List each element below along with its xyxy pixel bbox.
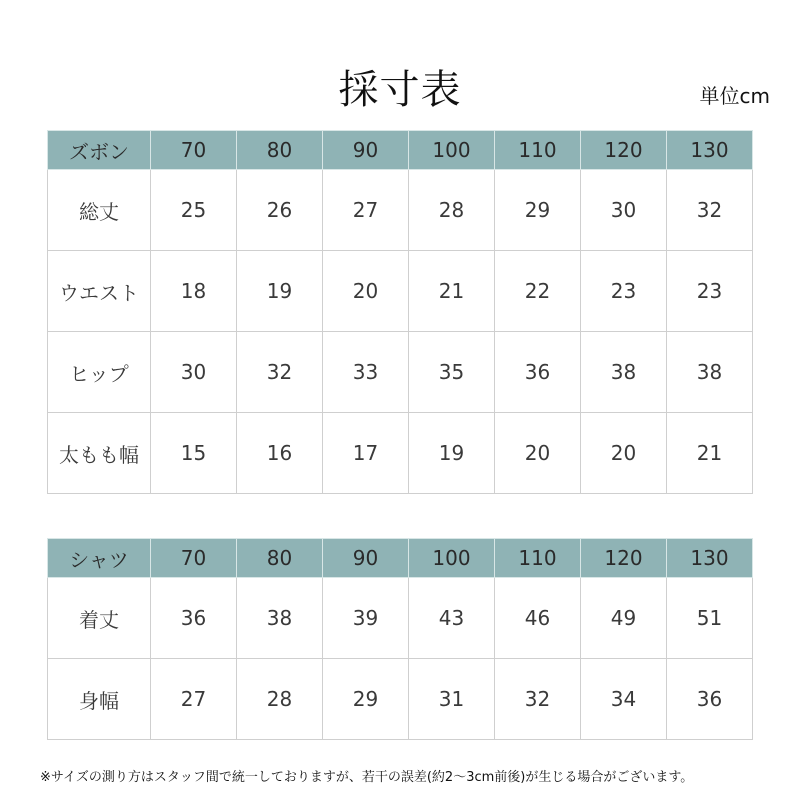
value-cell: 22 xyxy=(495,251,581,332)
header-label-cell: ズボン xyxy=(48,131,151,170)
value-cell: 21 xyxy=(667,413,753,494)
value-cell: 36 xyxy=(667,659,753,740)
unit-label: 単位cm xyxy=(699,84,770,108)
value-cell: 36 xyxy=(495,332,581,413)
size-header-cell: 110 xyxy=(495,539,581,578)
table-row xyxy=(48,578,753,659)
value-cell: 15 xyxy=(151,413,237,494)
size-header-cell: 100 xyxy=(409,539,495,578)
value-cell: 31 xyxy=(409,659,495,740)
row-label-cell: 身幅 xyxy=(48,659,151,740)
value-cell: 30 xyxy=(151,332,237,413)
value-cell: 38 xyxy=(667,332,753,413)
shirt-size-table xyxy=(47,538,753,740)
value-cell: 16 xyxy=(237,413,323,494)
value-cell: 43 xyxy=(409,578,495,659)
value-cell: 32 xyxy=(495,659,581,740)
table-row xyxy=(48,170,753,251)
size-header-cell: 130 xyxy=(667,131,753,170)
row-label-cell: 着丈 xyxy=(48,578,151,659)
value-cell: 25 xyxy=(151,170,237,251)
table-row xyxy=(48,251,753,332)
size-header-cell: 120 xyxy=(581,131,667,170)
page-title: 採寸表 xyxy=(338,67,462,113)
value-cell: 26 xyxy=(237,170,323,251)
row-label-cell: 総丈 xyxy=(48,170,151,251)
value-cell: 29 xyxy=(323,659,409,740)
size-header-cell: 90 xyxy=(323,539,409,578)
row-label-cell: 太もも幅 xyxy=(48,413,151,494)
value-cell: 21 xyxy=(409,251,495,332)
value-cell: 29 xyxy=(495,170,581,251)
value-cell: 32 xyxy=(667,170,753,251)
value-cell: 38 xyxy=(581,332,667,413)
value-cell: 19 xyxy=(409,413,495,494)
size-header-cell: 110 xyxy=(495,131,581,170)
value-cell: 20 xyxy=(323,251,409,332)
value-cell: 28 xyxy=(409,170,495,251)
table-header-row xyxy=(48,131,753,170)
value-cell: 30 xyxy=(581,170,667,251)
value-cell: 23 xyxy=(667,251,753,332)
value-cell: 18 xyxy=(151,251,237,332)
value-cell: 32 xyxy=(237,332,323,413)
header-label-cell: シャツ xyxy=(48,539,151,578)
value-cell: 34 xyxy=(581,659,667,740)
size-header-cell: 130 xyxy=(667,539,753,578)
table-row xyxy=(48,332,753,413)
size-header-cell: 70 xyxy=(151,539,237,578)
size-header-cell: 120 xyxy=(581,539,667,578)
value-cell: 49 xyxy=(581,578,667,659)
size-header-cell: 80 xyxy=(237,131,323,170)
row-label-cell: ヒップ xyxy=(48,332,151,413)
value-cell: 19 xyxy=(237,251,323,332)
row-label-cell: ウエスト xyxy=(48,251,151,332)
size-header-cell: 100 xyxy=(409,131,495,170)
measurement-note: ※サイズの測り方はスタッフ間で統一しておりますが、若干の誤差(約2～3cm前後)が生じる場合がございます。 xyxy=(40,770,694,785)
table-row xyxy=(48,413,753,494)
table-row xyxy=(48,659,753,740)
value-cell: 23 xyxy=(581,251,667,332)
value-cell: 17 xyxy=(323,413,409,494)
value-cell: 20 xyxy=(495,413,581,494)
value-cell: 28 xyxy=(237,659,323,740)
value-cell: 20 xyxy=(581,413,667,494)
value-cell: 36 xyxy=(151,578,237,659)
pants-size-table xyxy=(47,130,753,494)
table-header-row xyxy=(48,539,753,578)
value-cell: 33 xyxy=(323,332,409,413)
size-header-cell: 90 xyxy=(323,131,409,170)
value-cell: 39 xyxy=(323,578,409,659)
value-cell: 38 xyxy=(237,578,323,659)
size-header-cell: 70 xyxy=(151,131,237,170)
value-cell: 46 xyxy=(495,578,581,659)
size-header-cell: 80 xyxy=(237,539,323,578)
value-cell: 35 xyxy=(409,332,495,413)
value-cell: 51 xyxy=(667,578,753,659)
value-cell: 27 xyxy=(323,170,409,251)
value-cell: 27 xyxy=(151,659,237,740)
